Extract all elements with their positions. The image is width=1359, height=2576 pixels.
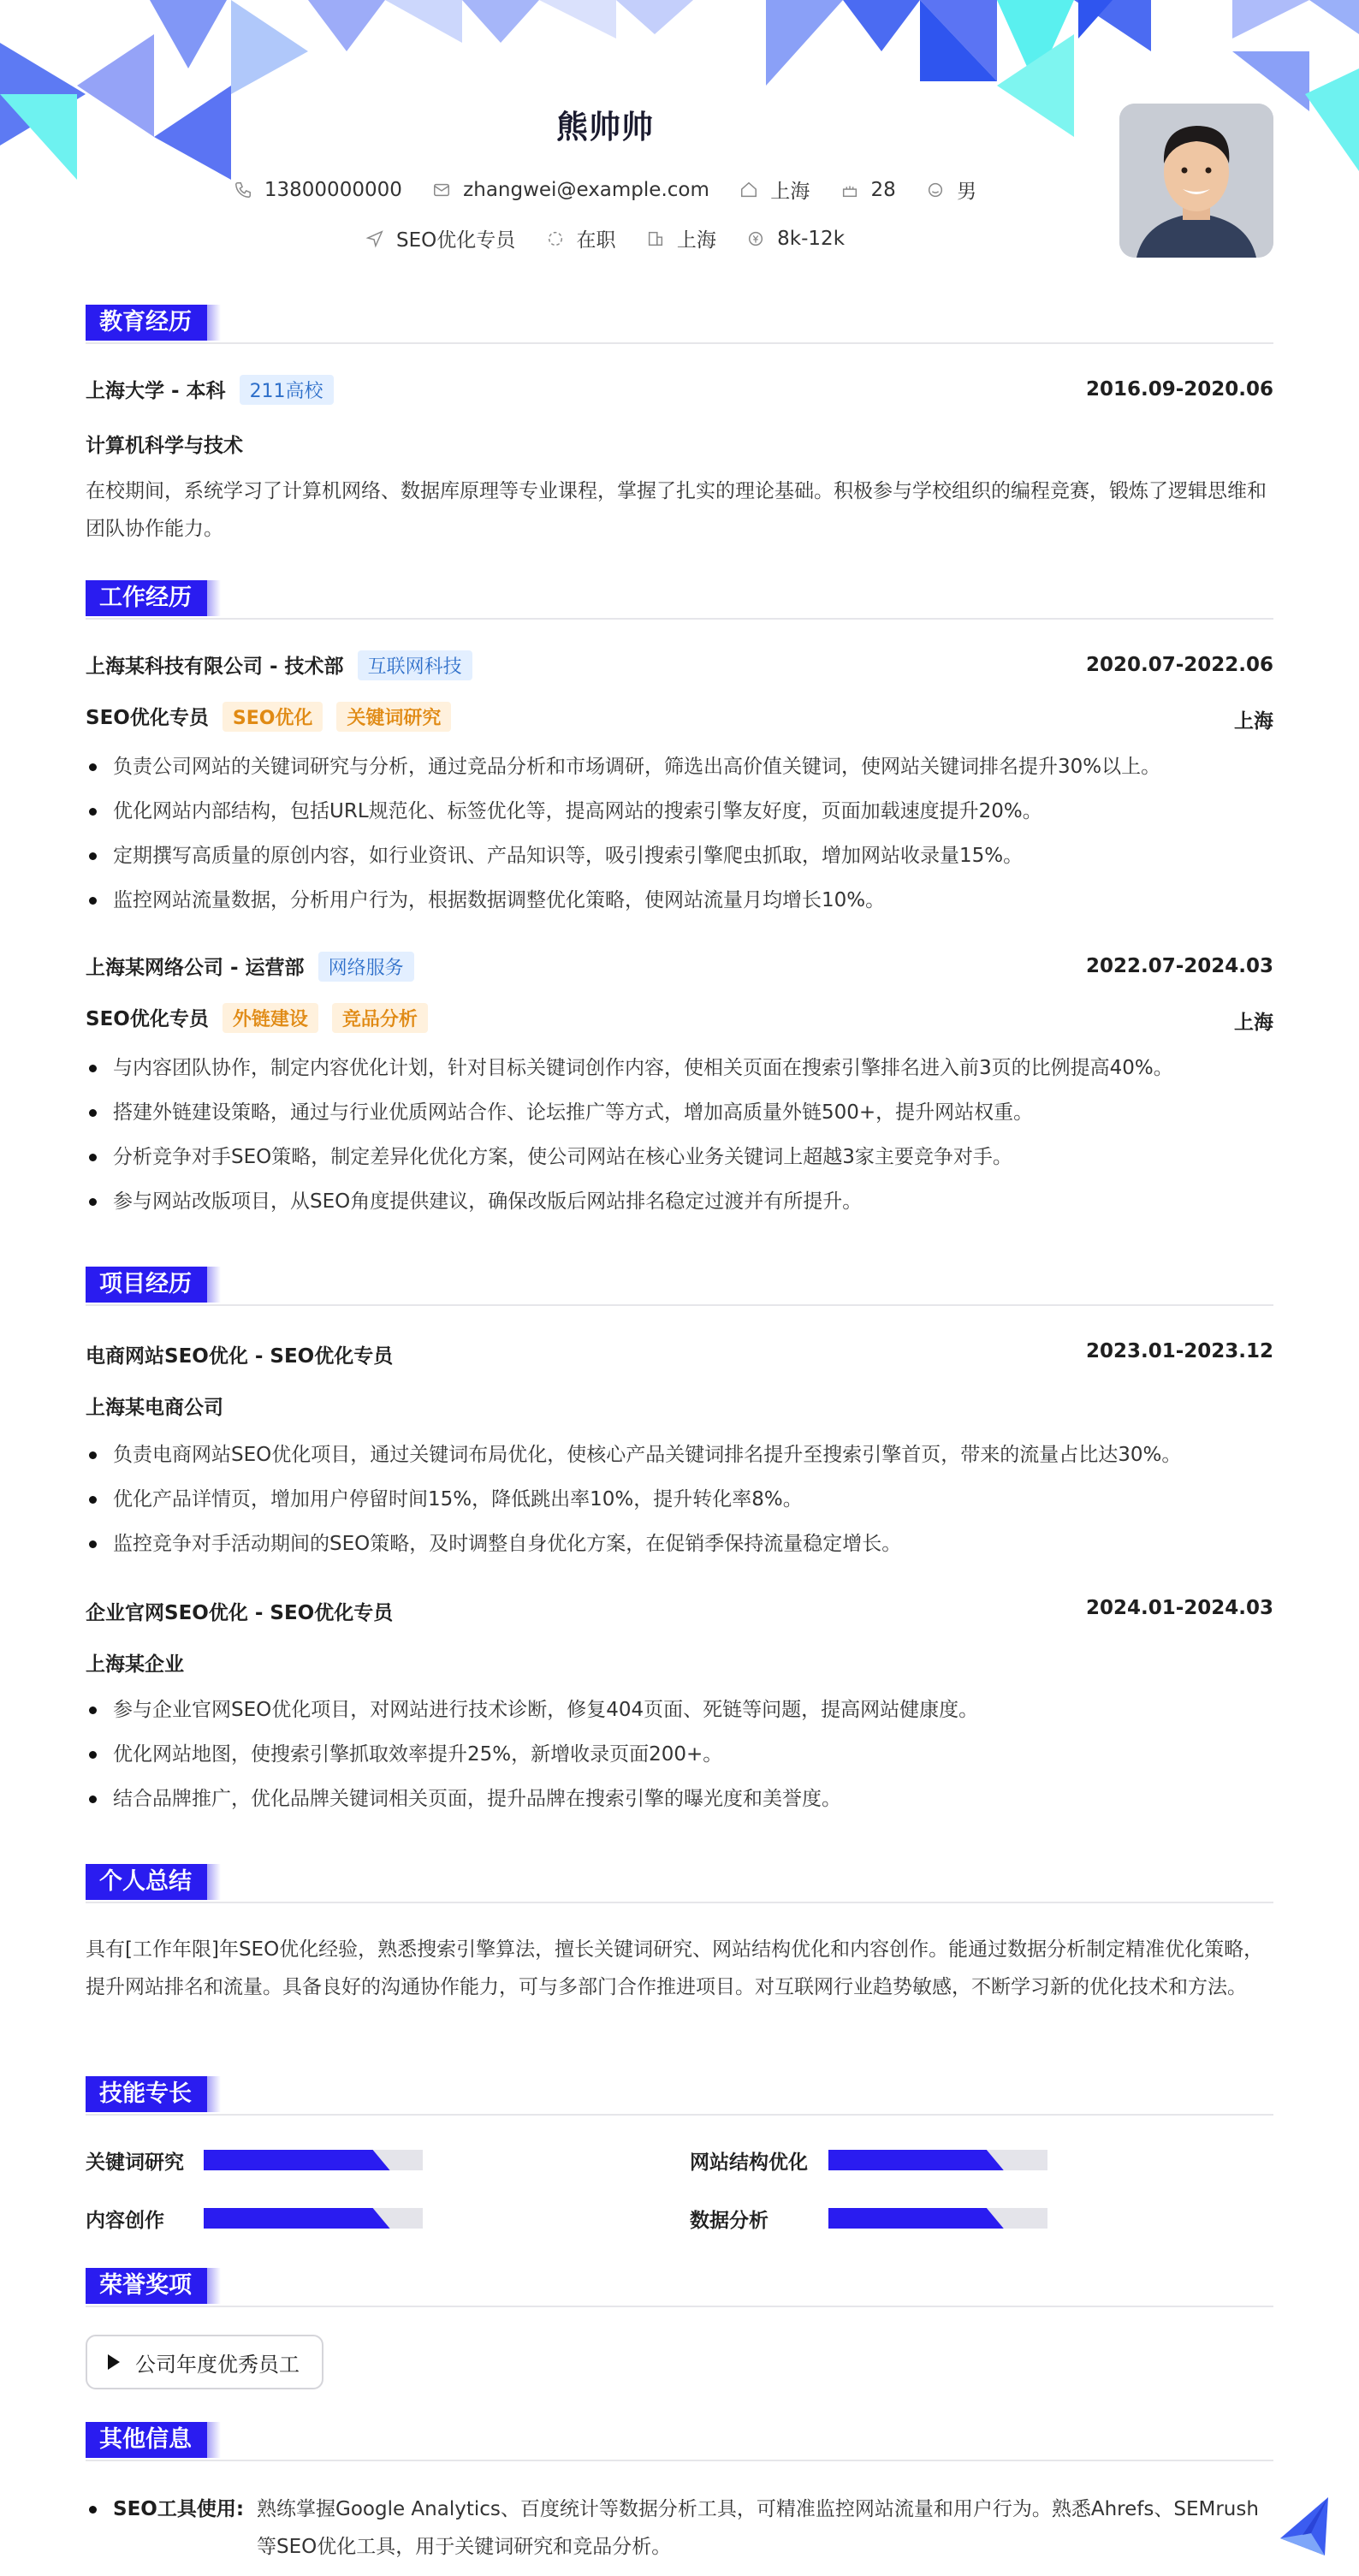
work-location: 上海 bbox=[1234, 1012, 1273, 1034]
mail-icon bbox=[432, 181, 451, 199]
education-school: 上海大学 - 本科 211高校 bbox=[86, 375, 334, 405]
work-location: 上海 bbox=[1234, 710, 1273, 733]
section-title: 其他信息 bbox=[86, 2422, 207, 2458]
job-intent bbox=[0, 224, 1210, 253]
list-item: 定期撰写高质量的原创内容，如行业资讯、产品知识等，吸引搜索引擎爬虫抓取，增加网站收录量15%。 bbox=[86, 834, 1273, 878]
project-org: 上海某电商公司 bbox=[86, 1397, 223, 1419]
building-icon bbox=[646, 229, 665, 248]
phone-number: 13800000000 bbox=[264, 178, 402, 201]
job-target: SEO优化专员 bbox=[395, 229, 516, 252]
home-icon bbox=[739, 181, 758, 199]
age-icon bbox=[840, 181, 859, 199]
candidate-name: 熊帅帅 bbox=[556, 109, 654, 145]
industry-badge: 互联网科技 bbox=[358, 650, 472, 680]
list-item: 结合品牌推广，优化品牌关键词相关页面，提升品牌在搜索引擎的曝光度和美誉度。 bbox=[86, 1777, 1273, 1821]
job-status: 在职 bbox=[576, 229, 616, 252]
school-badge: 211高校 bbox=[240, 375, 334, 405]
project-title: 电商网站SEO优化 - SEO优化专员 bbox=[86, 1345, 394, 1368]
work-company: 上海某科技有限公司 - 技术部 互联网科技 bbox=[86, 650, 472, 680]
list-item: 优化网站地图，使搜索引擎抓取效率提升25%，新增收录页面200+。 bbox=[86, 1732, 1273, 1777]
work-bullets bbox=[86, 1046, 1273, 1224]
send-icon bbox=[365, 229, 384, 248]
skill-tag: 关键词研究 bbox=[336, 702, 451, 732]
bullet-dot bbox=[89, 2506, 97, 2514]
section-education bbox=[86, 305, 1273, 344]
gender: 男 bbox=[957, 181, 977, 203]
honor-item[interactable] bbox=[86, 2335, 323, 2389]
salary: 8k-12k bbox=[777, 227, 846, 250]
skill-fill bbox=[828, 2150, 1004, 2170]
section-honors bbox=[86, 2268, 1273, 2307]
skill-bar bbox=[204, 2150, 423, 2170]
honor-label: 公司年度优秀员工 bbox=[135, 2352, 300, 2377]
education-date: 2016.09-2020.06 bbox=[1085, 378, 1273, 401]
list-item: 搭建外链建设策略，通过与行业优质网站合作、论坛推广等方式，增加高质量外链500+，提升网站权重。 bbox=[86, 1090, 1273, 1135]
gender-icon bbox=[926, 181, 945, 199]
contact-info bbox=[0, 175, 1210, 205]
section-title: 工作经历 bbox=[86, 580, 207, 616]
skill-bar bbox=[828, 2150, 1047, 2170]
section-title: 项目经历 bbox=[86, 1267, 207, 1303]
summary-text: 具有[工作年限]年SEO优化经验，熟悉搜索引擎算法，擅长关键词研究、网站结构优化和内容创作。能通过数据分析制定精准优化策略，提升网站排名和流量。具备良好的沟通协作能力，可与多部门合作推进项目。对互联网行业趋势敏感，不断学习新的优化技术和方法。 bbox=[86, 1938, 1264, 1998]
section-title: 个人总结 bbox=[86, 1864, 207, 1900]
project-org: 上海某企业 bbox=[86, 1653, 184, 1676]
work-company: 上海某网络公司 - 运营部 网络服务 bbox=[86, 952, 414, 982]
project-date: 2023.01-2023.12 bbox=[1085, 1340, 1273, 1362]
city: 上海 bbox=[770, 181, 810, 203]
paper-plane-logo bbox=[1273, 2490, 1342, 2559]
skill-tag: 竞品分析 bbox=[332, 1003, 428, 1033]
skill-fill bbox=[204, 2208, 390, 2229]
target-city: 上海 bbox=[676, 229, 716, 252]
list-item: 监控网站流量数据，分析用户行为，根据数据调整优化策略，使网站流量月均增长10%。 bbox=[86, 878, 1273, 923]
education-major: 计算机科学与技术 bbox=[86, 435, 243, 457]
list-item: 与内容团队协作，制定内容优化计划，针对目标关键词创作内容，使相关页面在搜索引擎排名进入前3页的比例提高40%。 bbox=[86, 1046, 1273, 1090]
salary-icon bbox=[746, 229, 765, 248]
list-item: 优化产品详情页，增加用户停留时间15%，降低跳出率10%，提升转化率8%。 bbox=[86, 1477, 1273, 1522]
project-bullets bbox=[86, 1688, 1273, 1821]
list-item: 分析竞争对手SEO策略，制定差异化优化方案，使公司网站在核心业务关键词上超越3家主要竞争对手。 bbox=[86, 1135, 1273, 1179]
section-summary bbox=[86, 1864, 1273, 1903]
skill-name: 数据分析 bbox=[690, 2210, 769, 2232]
list-item: 参与网站改版项目，从SEO角度提供建议，确保改版后网站排名稳定过渡并有所提升。 bbox=[86, 1179, 1273, 1224]
skill-name: 内容创作 bbox=[86, 2210, 164, 2232]
skill-bar bbox=[204, 2208, 423, 2229]
list-item: 优化网站内部结构，包括URL规范化、标签优化等，提高网站的搜索引擎友好度，页面加载速度提升20%。 bbox=[86, 789, 1273, 834]
skill-fill bbox=[828, 2208, 1004, 2229]
other-info-label: SEO工具使用: bbox=[113, 2498, 245, 2520]
section-projects bbox=[86, 1267, 1273, 1306]
skill-tag: SEO优化 bbox=[223, 702, 323, 732]
section-skills bbox=[86, 2076, 1273, 2116]
section-work bbox=[86, 580, 1273, 620]
list-item: 负责电商网站SEO优化项目，通过关键词布局优化，使核心产品关键词排名提升至搜索引擎首页，带来的流量占比达30%。 bbox=[86, 1433, 1273, 1477]
project-title: 企业官网SEO优化 - SEO优化专员 bbox=[86, 1602, 394, 1624]
status-icon bbox=[546, 229, 565, 248]
section-other bbox=[86, 2422, 1273, 2461]
skill-fill bbox=[204, 2150, 390, 2170]
section-title: 教育经历 bbox=[86, 305, 207, 341]
skill-name: 网站结构优化 bbox=[690, 2152, 808, 2174]
work-date: 2022.07-2024.03 bbox=[1085, 955, 1273, 977]
list-item: 监控竞争对手活动期间的SEO策略，及时调整自身优化方案，在促销季保持流量稳定增长。 bbox=[86, 1522, 1273, 1566]
phone-icon bbox=[234, 181, 252, 199]
work-role: SEO优化专员 外链建设 竞品分析 bbox=[86, 1003, 428, 1033]
list-item: 负责公司网站的关键词研究与分析，通过竞品分析和市场调研，筛选出高价值关键词，使网站关键词排名提升30%以上。 bbox=[86, 745, 1273, 789]
play-icon bbox=[108, 2354, 120, 2370]
age: 28 bbox=[870, 178, 896, 201]
industry-badge: 网络服务 bbox=[318, 952, 414, 982]
section-title: 荣誉奖项 bbox=[86, 2268, 207, 2304]
skill-name: 关键词研究 bbox=[86, 2152, 184, 2174]
project-date: 2024.01-2024.03 bbox=[1085, 1597, 1273, 1619]
education-description: 在校期间，系统学习了计算机网络、数据库原理等专业课程，掌握了扎实的理论基础。积极参与学校组织的编程竞赛，锻炼了逻辑思维和团队协作能力。 bbox=[86, 480, 1267, 540]
section-title: 技能专长 bbox=[86, 2076, 207, 2112]
list-item: 参与企业官网SEO优化项目，对网站进行技术诊断，修复404页面、死链等问题，提高网站健康度。 bbox=[86, 1688, 1273, 1732]
work-date: 2020.07-2022.06 bbox=[1085, 654, 1273, 676]
skill-tag: 外链建设 bbox=[223, 1003, 318, 1033]
work-bullets bbox=[86, 745, 1273, 923]
work-role: SEO优化专员 SEO优化 关键词研究 bbox=[86, 702, 451, 732]
skill-bar bbox=[828, 2208, 1047, 2229]
project-bullets bbox=[86, 1433, 1273, 1566]
other-info-text: 熟练掌握Google Analytics、百度统计等数据分析工具，可精准监控网站流量和用户行为。熟悉Ahrefs、SEMrush等SEO优化工具，用于关键词研究和竞品分析。 bbox=[257, 2498, 1259, 2558]
email-address: zhangwei@example.com bbox=[463, 178, 709, 201]
